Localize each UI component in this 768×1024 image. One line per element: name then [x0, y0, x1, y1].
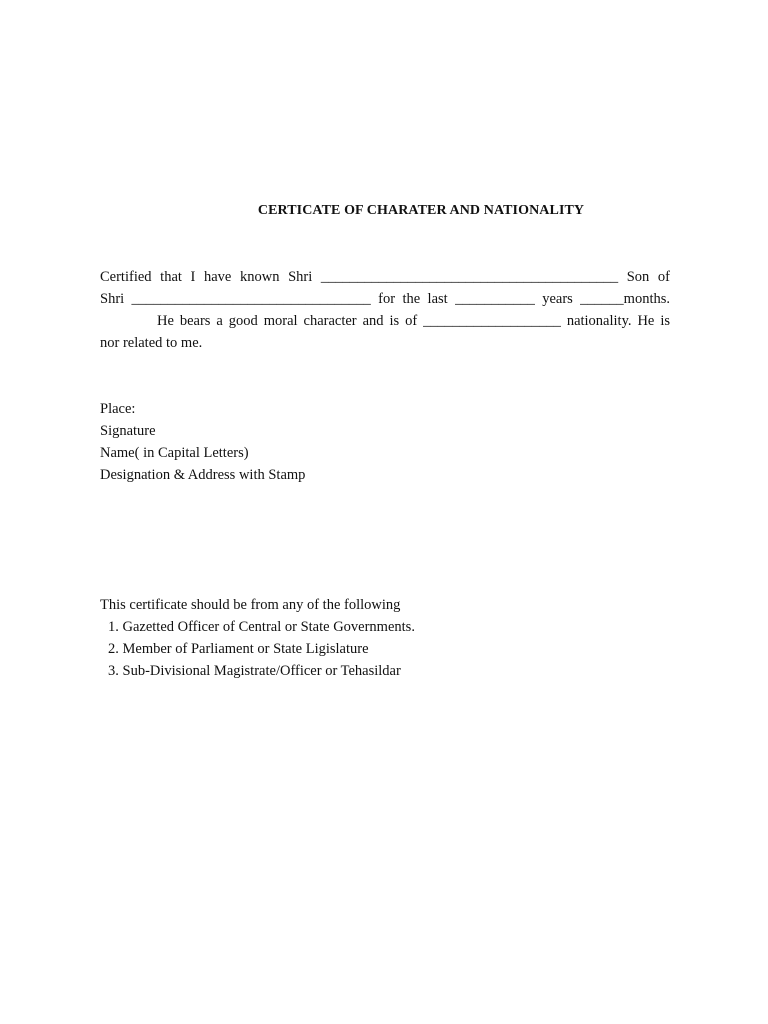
- body-line-1: Certified that I have known Shri _________________________________________ Son of: [100, 269, 670, 285]
- body-line-3: He bears a good moral character and is of ___________________ nationality. He is: [157, 313, 670, 329]
- designation-label: Designation & Address with Stamp: [100, 467, 306, 483]
- page-title: CERTICATE OF CHARATER AND NATIONALITY: [257, 203, 585, 218]
- body-line-4: nor related to me.: [100, 335, 203, 351]
- issuer-notes: [100, 594, 415, 682]
- body-line-2: Shri _________________________________ for the last ___________ years ______months.: [100, 291, 670, 307]
- list-item: 2. Member of Parliament or State Ligislature: [108, 641, 369, 657]
- notes-intro: This certificate should be from any of the following: [100, 597, 401, 613]
- signature-block: [100, 398, 305, 486]
- issuer-list: [100, 616, 415, 682]
- name-label: Name( in Capital Letters): [100, 445, 249, 461]
- list-item: 1. Gazetted Officer of Central or State Governments.: [108, 619, 415, 635]
- place-label: Place:: [100, 401, 136, 417]
- certificate-body: [100, 266, 670, 354]
- list-item: 3. Sub-Divisional Magistrate/Officer or Tehasildar: [108, 663, 401, 679]
- signature-label: Signature: [100, 423, 156, 439]
